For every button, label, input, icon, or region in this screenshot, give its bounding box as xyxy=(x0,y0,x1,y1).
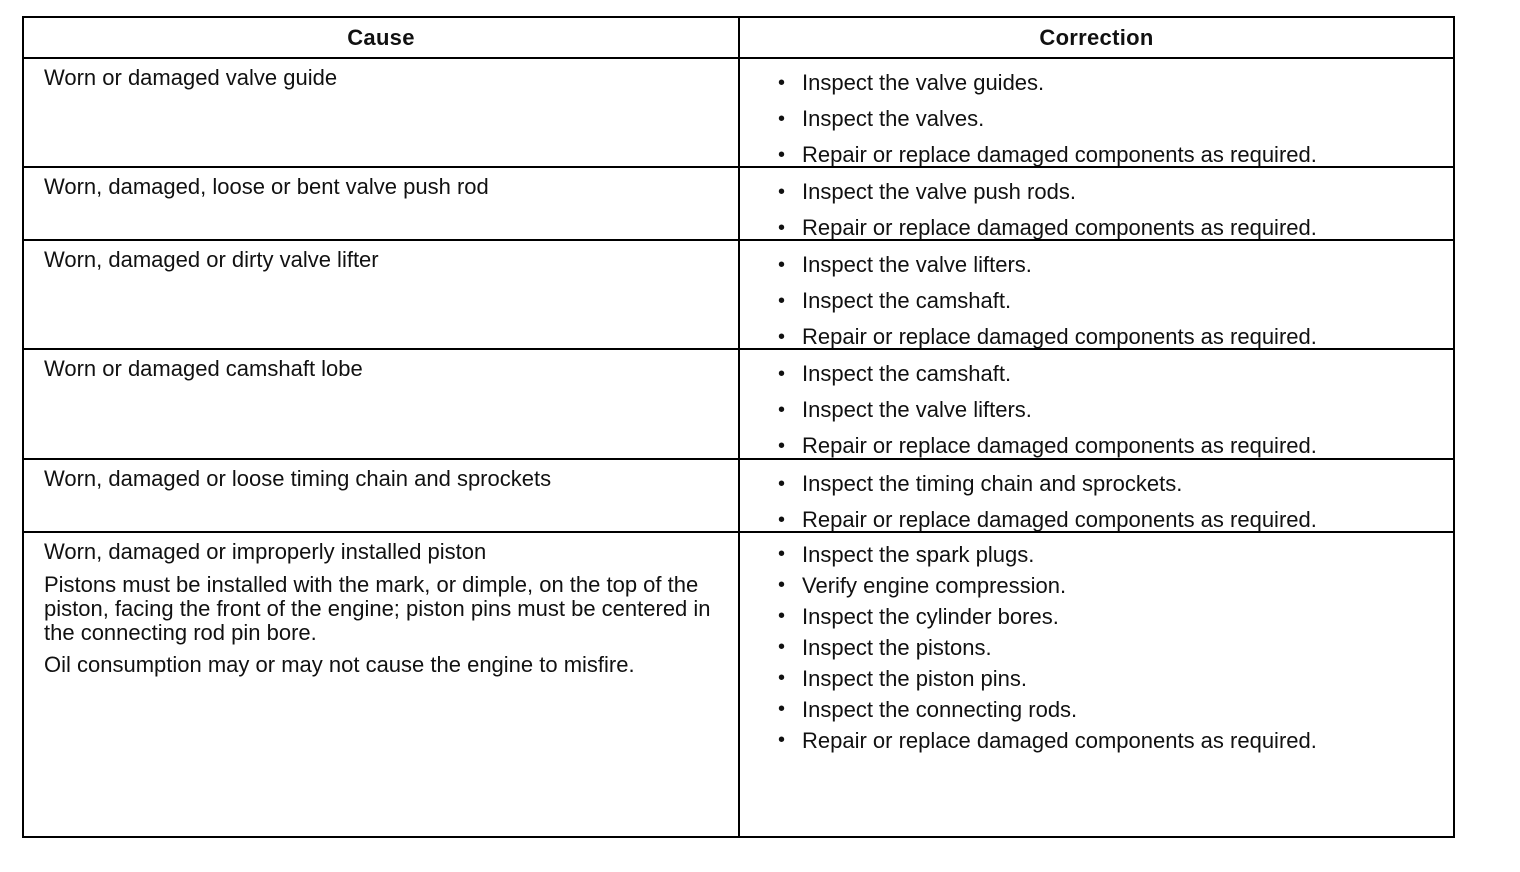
correction-cell xyxy=(740,460,1453,533)
bullet-icon: • xyxy=(778,698,786,720)
correction-text: Inspect the connecting rods. xyxy=(802,697,1078,722)
bullet-icon: • xyxy=(778,729,786,751)
correction-item xyxy=(778,137,1453,168)
correction-text: Inspect the valve lifters. xyxy=(802,252,1032,277)
cause-cell xyxy=(24,241,740,350)
correction-text: Inspect the valve lifters. xyxy=(802,397,1032,422)
correction-text: Inspect the cylinder bores. xyxy=(802,604,1059,629)
correction-text: Inspect the camshaft. xyxy=(802,361,1012,386)
bullet-icon: • xyxy=(778,144,786,166)
cause-cell xyxy=(24,350,740,460)
bullet-icon: • xyxy=(778,181,786,203)
bullet-icon: • xyxy=(778,574,786,596)
cause-cell xyxy=(24,460,740,533)
correction-text: Inspect the timing chain and sprockets. xyxy=(802,471,1183,496)
correction-text: Repair or replace damaged components as required. xyxy=(802,142,1317,167)
cause-text: Worn, damaged, loose or bent valve push rod xyxy=(44,174,489,199)
bullet-icon: • xyxy=(778,217,786,239)
diagnostic-table xyxy=(22,16,1455,838)
correction-list xyxy=(778,356,1453,460)
correction-text: Repair or replace damaged components as required. xyxy=(802,728,1317,753)
bullet-icon: • xyxy=(778,363,786,385)
correction-text: Repair or replace damaged components as required. xyxy=(802,507,1317,532)
correction-item xyxy=(778,210,1453,241)
correction-cell xyxy=(740,59,1453,168)
correction-item xyxy=(778,356,1453,392)
cause-note: Pistons must be installed with the mark, or dimple, on the top of the piston, facing the front of the engine; piston pins must be centered in the connecting rod pin bore. xyxy=(44,572,711,645)
bullet-icon: • xyxy=(778,254,786,276)
correction-list xyxy=(778,174,1453,241)
correction-item xyxy=(778,428,1453,460)
correction-item xyxy=(778,174,1453,210)
correction-item xyxy=(778,466,1453,502)
correction-item xyxy=(778,539,1453,570)
correction-item xyxy=(778,319,1453,350)
correction-cell xyxy=(740,533,1453,836)
correction-item xyxy=(778,632,1453,663)
bullet-icon: • xyxy=(778,473,786,495)
table-grid xyxy=(24,18,1453,836)
correction-cell xyxy=(740,168,1453,241)
cause-text: Worn, damaged or loose timing chain and sprockets xyxy=(44,466,552,491)
correction-item xyxy=(778,283,1453,319)
correction-item xyxy=(778,601,1453,632)
correction-cell xyxy=(740,350,1453,460)
bullet-icon: • xyxy=(778,435,786,457)
correction-list xyxy=(778,247,1453,350)
correction-item xyxy=(778,392,1453,428)
cause-text: Worn, damaged or improperly installed piston xyxy=(44,539,487,564)
cause-cell xyxy=(24,533,740,836)
correction-text: Inspect the valve push rods. xyxy=(802,179,1076,204)
cause-cell xyxy=(24,168,740,241)
correction-cell xyxy=(740,241,1453,350)
column-header-correction: Correction xyxy=(740,18,1453,59)
correction-item xyxy=(778,725,1453,756)
bullet-icon: • xyxy=(778,636,786,658)
correction-list xyxy=(778,466,1453,533)
cause-cell xyxy=(24,59,740,168)
correction-text: Repair or replace damaged components as required. xyxy=(802,433,1317,458)
correction-text: Verify engine compression. xyxy=(802,573,1067,598)
correction-item xyxy=(778,570,1453,601)
correction-text: Inspect the spark plugs. xyxy=(802,542,1035,567)
correction-item xyxy=(778,101,1453,137)
column-header-cause: Cause xyxy=(24,18,740,59)
correction-item xyxy=(778,663,1453,694)
correction-text: Inspect the pistons. xyxy=(802,635,992,660)
correction-text: Repair or replace damaged components as required. xyxy=(802,324,1317,349)
correction-text: Inspect the piston pins. xyxy=(802,666,1028,691)
correction-text: Inspect the camshaft. xyxy=(802,288,1012,313)
bullet-icon: • xyxy=(778,108,786,130)
correction-text: Inspect the valve guides. xyxy=(802,70,1045,95)
correction-text: Inspect the valves. xyxy=(802,106,985,131)
bullet-icon: • xyxy=(778,290,786,312)
cause-note: Oil consumption may or may not cause the engine to misfire. xyxy=(44,652,635,677)
correction-item xyxy=(778,247,1453,283)
correction-list xyxy=(778,539,1453,756)
cause-text: Worn or damaged camshaft lobe xyxy=(44,356,363,381)
cause-text: Worn or damaged valve guide xyxy=(44,65,338,90)
correction-item xyxy=(778,694,1453,725)
correction-item xyxy=(778,502,1453,533)
bullet-icon: • xyxy=(778,72,786,94)
correction-item xyxy=(778,65,1453,101)
bullet-icon: • xyxy=(778,667,786,689)
correction-list xyxy=(778,65,1453,168)
bullet-icon: • xyxy=(778,605,786,627)
cause-text: Worn, damaged or dirty valve lifter xyxy=(44,247,379,272)
bullet-icon: • xyxy=(778,543,786,565)
bullet-icon: • xyxy=(778,399,786,421)
bullet-icon: • xyxy=(778,326,786,348)
bullet-icon: • xyxy=(778,509,786,531)
correction-text: Repair or replace damaged components as required. xyxy=(802,215,1317,240)
